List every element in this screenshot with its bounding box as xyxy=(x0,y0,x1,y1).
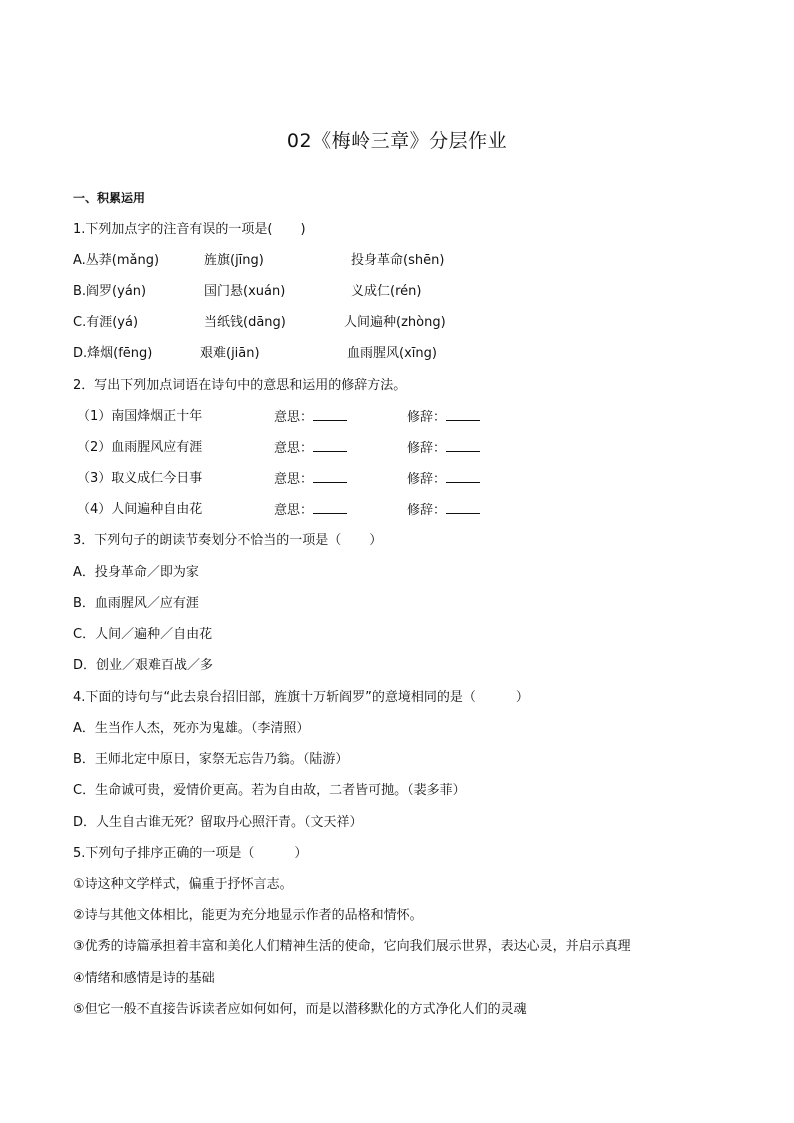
question-1-stem: 1.下列加点字的注音有误的一项是( ) xyxy=(73,222,306,237)
q5-sentence-1: ①诗这种文学样式，偏重于抒怀言志。 xyxy=(73,877,293,892)
answer-blank[interactable] xyxy=(446,408,480,421)
q2-rhetoric-4: 修辞： xyxy=(407,501,480,520)
q1-option-b-2: 国门悬(xuán) xyxy=(204,284,286,299)
q5-sentence-4: ④情绪和感情是诗的基础 xyxy=(73,971,215,986)
question-2-stem: 2．写出下列加点词语在诗句中的意思和运用的修辞方法。 xyxy=(73,378,407,393)
q3-option-d: D．创业／艰难百战／多 xyxy=(73,658,214,673)
question-5-stem: 5.下列句子排序正确的一项是（ ） xyxy=(73,846,308,861)
q1-option-a-3: 投身革命(shēn) xyxy=(351,253,445,268)
q4-option-d: D．人生自古谁无死？留取丹心照汗青。（文天祥） xyxy=(73,815,363,830)
q2-item-4: （4）人间遍种自由花 xyxy=(77,502,203,517)
answer-blank[interactable] xyxy=(313,470,347,483)
q1-option-c-1: C.有涯(yá) xyxy=(73,315,139,330)
question-4-stem: 4.下面的诗句与“此去泉台招旧部，旌旗十万斩阎罗”的意境相同的是（ ） xyxy=(73,690,529,705)
q2-meaning-3: 意思： xyxy=(274,470,347,489)
q1-option-d-2: 艰难(jiān) xyxy=(200,346,260,361)
q1-option-d-3: 血雨腥风(xīng) xyxy=(347,346,437,361)
answer-blank[interactable] xyxy=(446,470,480,483)
q3-option-b: B．血雨腥风／应有涯 xyxy=(73,596,199,611)
section-heading: 一、积累运用 xyxy=(73,191,146,205)
q4-option-a: A．生当作人杰，死亦为鬼雄。（李清照） xyxy=(73,721,310,736)
question-3-stem: 3．下列句子的朗读节奏划分不恰当的一项是（ ） xyxy=(73,533,383,548)
q2-rhetoric-2: 修辞： xyxy=(407,439,480,458)
q5-sentence-2: ②诗与其他文体相比，能更为充分地显示作者的品格和情怀。 xyxy=(73,908,423,923)
q1-option-a-1: A.丛莽(mǎng) xyxy=(73,253,160,268)
q5-sentence-5: ⑤但它一般不直接告诉读者应如何如何，而是以潜移默化的方式净化人们的灵魂 xyxy=(73,1002,527,1017)
q2-rhetoric-1: 修辞： xyxy=(407,408,480,427)
q1-option-b-3: 义成仁(rén) xyxy=(351,284,422,299)
page-title: 02《梅岭三章》分层作业 xyxy=(286,130,508,152)
answer-blank[interactable] xyxy=(446,501,480,514)
q2-item-3: （3）取义成仁今日事 xyxy=(77,471,203,486)
q2-item-1: （1）南国烽烟正十年 xyxy=(77,409,203,424)
q1-option-c-3: 人间遍种(zhòng) xyxy=(344,315,446,330)
q1-option-b-1: B.阎罗(yán) xyxy=(73,284,147,299)
q1-option-a-2: 旌旗(jīng) xyxy=(204,253,264,268)
q1-option-d-1: D.烽烟(fēng) xyxy=(73,346,153,361)
q3-option-a: A．投身革命／即为家 xyxy=(73,565,199,580)
q4-option-b: B．王师北定中原日，家祭无忘告乃翁。（陆游） xyxy=(73,752,349,767)
answer-blank[interactable] xyxy=(313,501,347,514)
q2-item-2: （2）血雨腥风应有涯 xyxy=(77,440,203,455)
q1-option-c-2: 当纸钱(dāng) xyxy=(204,315,286,330)
q2-meaning-2: 意思： xyxy=(274,439,347,458)
q5-sentence-3: ③优秀的诗篇承担着丰富和美化人们精神生活的使命，它向我们展示世界，表达心灵，并启示真理 xyxy=(73,939,631,954)
answer-blank[interactable] xyxy=(446,439,480,452)
q4-option-c: C．生命诚可贵，爱情价更高。若为自由故，二者皆可抛。（裴多菲） xyxy=(73,783,466,798)
q2-meaning-4: 意思： xyxy=(274,501,347,520)
answer-blank[interactable] xyxy=(313,408,347,421)
q2-meaning-1: 意思： xyxy=(274,408,347,427)
q2-rhetoric-3: 修辞： xyxy=(407,470,480,489)
answer-blank[interactable] xyxy=(313,439,347,452)
q3-option-c: C．人间／遍种／自由花 xyxy=(73,627,213,642)
